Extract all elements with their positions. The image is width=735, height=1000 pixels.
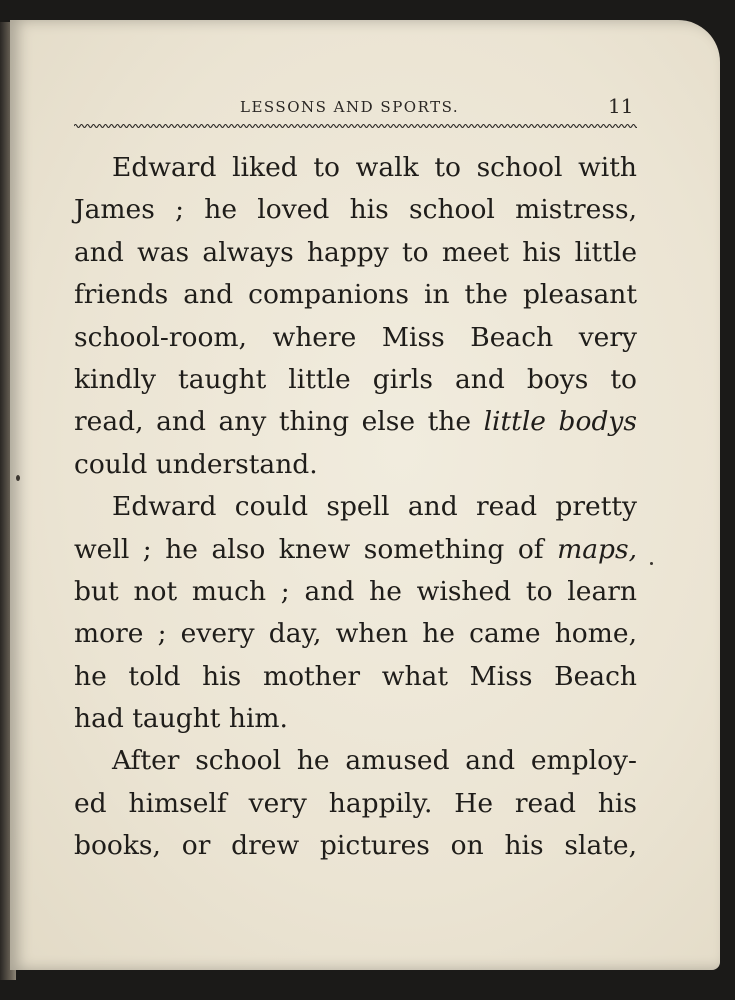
body-text — [74, 147, 637, 868]
text-line: but not much ; and he wished to learn — [74, 575, 637, 607]
text-line — [74, 529, 637, 571]
header-wavy-rule — [74, 120, 637, 132]
text-line: could understand. — [74, 448, 318, 480]
text-line: Edward liked to walk to school with — [112, 152, 637, 183]
italic-text-run: maps, — [557, 533, 637, 565]
text-line: school-room, where Miss Beach very — [74, 321, 637, 353]
text-run: well ; he also knew something of — [74, 533, 558, 565]
text-line: more ; every day, when he came home, — [74, 618, 637, 650]
book-page — [10, 20, 720, 970]
text-line: ed himself very happily. He read his — [74, 787, 637, 819]
paper-fleck — [16, 475, 20, 481]
text-line: Edward could spell and read pretty — [112, 491, 637, 523]
text-line: he told his mother what Miss Beach — [74, 660, 637, 692]
text-run: read, and any thing else the — [74, 406, 484, 438]
text-line: friends and companions in the pleasant — [74, 279, 637, 311]
text-line — [74, 401, 637, 443]
text-line: James ; he loved his school mistress, — [74, 194, 637, 226]
text-line: books, or drew pictures on his slate, — [74, 830, 637, 862]
paper-fleck — [650, 562, 653, 565]
italic-text-run: little bodys — [483, 406, 637, 438]
text-line: and was always happy to meet his little — [74, 236, 637, 268]
running-head: LESSONS AND SPORTS. — [240, 98, 460, 116]
text-line: kindly taught little girls and boys to — [74, 363, 637, 395]
page-number: 11 — [608, 94, 634, 118]
text-line: had taught him. — [74, 703, 288, 735]
text-line: After school he amused and employ- — [112, 745, 637, 777]
